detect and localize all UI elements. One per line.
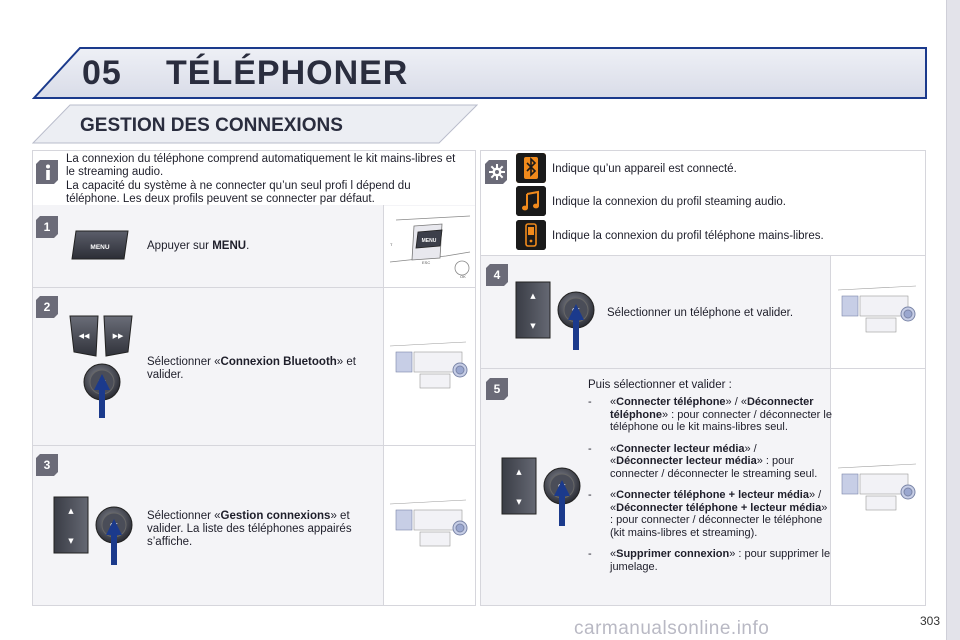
- legend-audio-text: Indique la connexion du profil steaming audio.: [552, 196, 786, 208]
- step-2-number: 2: [43, 300, 51, 314]
- bluetooth-icon: [516, 153, 546, 183]
- step-2-text: Sélectionner «Connexion Bluetooth» et valider.: [147, 356, 356, 381]
- option-delete-connection: - «Supprimer connexion» : pour supprimer le jumelage.: [588, 548, 831, 573]
- settings-badge: [485, 160, 509, 184]
- chapter-title: TÉLÉPHONER: [166, 54, 409, 92]
- intro-paragraph-1: La connexion du téléphone comprend automatiquement le kit mains-libres et le streaming audio.: [66, 153, 456, 178]
- svg-text:T: T: [390, 242, 393, 247]
- page-number: 303: [919, 614, 940, 628]
- option-connect-phone-media: - «Connecter téléphone + lecteur média» / «Déconnecter téléphone + lecteur média» : pour connecter / déconnecter le téléphone (kit mains-libres et streaming).: [588, 489, 828, 539]
- svg-text:▲: ▲: [516, 468, 522, 476]
- step-3-number: 3: [43, 458, 51, 472]
- info-icon: [36, 160, 60, 184]
- step-3-badge: [36, 454, 58, 476]
- svg-text:▲: ▲: [530, 292, 536, 300]
- console-keypad-illustration: [836, 284, 922, 340]
- mobile-phone-icon: [516, 220, 546, 250]
- chapter-number: 05: [82, 54, 122, 92]
- console-menu-illustration: [386, 212, 474, 284]
- svg-text:ESC: ESC: [422, 260, 431, 265]
- page-edge-tab: [946, 0, 960, 640]
- info-badge: [36, 160, 60, 184]
- step-1-badge: [36, 216, 58, 238]
- connection-options-list: [588, 396, 832, 582]
- step-1-text: Appuyer sur MENU.: [147, 240, 250, 252]
- step-4-number: 4: [493, 268, 501, 282]
- console-keypad-illustration: [388, 498, 472, 554]
- scroll-ok-knob-icon: [498, 456, 588, 528]
- scroll-ok-knob-icon: [50, 495, 140, 567]
- menu-button-icon: [70, 229, 130, 261]
- svg-text:▼: ▼: [68, 537, 74, 545]
- step-1-number: 1: [43, 220, 51, 234]
- svg-text:MENU: MENU: [90, 244, 110, 251]
- chapter-header: [32, 46, 928, 100]
- watermark: carmanualsonline.info: [574, 618, 770, 639]
- legend-phone-text: Indique la connexion du profil téléphone mains-libres.: [552, 230, 824, 242]
- seek-ok-knob-icon: [66, 312, 138, 422]
- svg-text:▲: ▲: [68, 507, 74, 515]
- step-5-number: 5: [493, 382, 501, 396]
- svg-text:MENU: MENU: [421, 238, 437, 244]
- step-2-badge: [36, 296, 58, 318]
- svg-text:OK: OK: [460, 274, 466, 279]
- option-connect-media: - «Connecter lecteur média» / «Déconnecter lecteur média» : pour connecter / déconnecter le streaming seul.: [588, 442, 818, 480]
- legend-bluetooth-text: Indique qu’un appareil est connecté.: [552, 163, 737, 175]
- scroll-ok-knob-icon: [512, 280, 602, 352]
- step-4-text: Sélectionner un téléphone et valider.: [607, 307, 794, 319]
- step-5-text: Puis sélectionner et valider :: [588, 379, 732, 391]
- step-3-text: Sélectionner «Gestion connexions» et valider. La liste des téléphones appairés s’affiche.: [147, 510, 352, 548]
- step-4-badge: [486, 264, 508, 286]
- console-keypad-illustration: [388, 340, 472, 396]
- svg-text:▼: ▼: [530, 322, 536, 330]
- music-note-icon: [516, 186, 546, 216]
- settings-icon: [485, 160, 509, 184]
- step-5-badge: [486, 378, 508, 400]
- section-title: GESTION DES CONNEXIONS: [80, 115, 343, 136]
- svg-text:▶▶: ▶▶: [112, 332, 124, 340]
- svg-text:▼: ▼: [516, 498, 522, 506]
- option-connect-phone: - «Connecter téléphone» / «Déconnecter téléphone» : pour connecter / déconnecter le téléphone ou le kit mains-libres seul.: [588, 396, 832, 433]
- intro-paragraph-2: La capacité du système à ne connecter qu’un seul profi l dépend du téléphone. Les deux profils peuvent se connecter par défaut.: [66, 180, 411, 205]
- console-keypad-illustration: [836, 462, 922, 518]
- svg-text:◀◀: ◀◀: [78, 332, 90, 340]
